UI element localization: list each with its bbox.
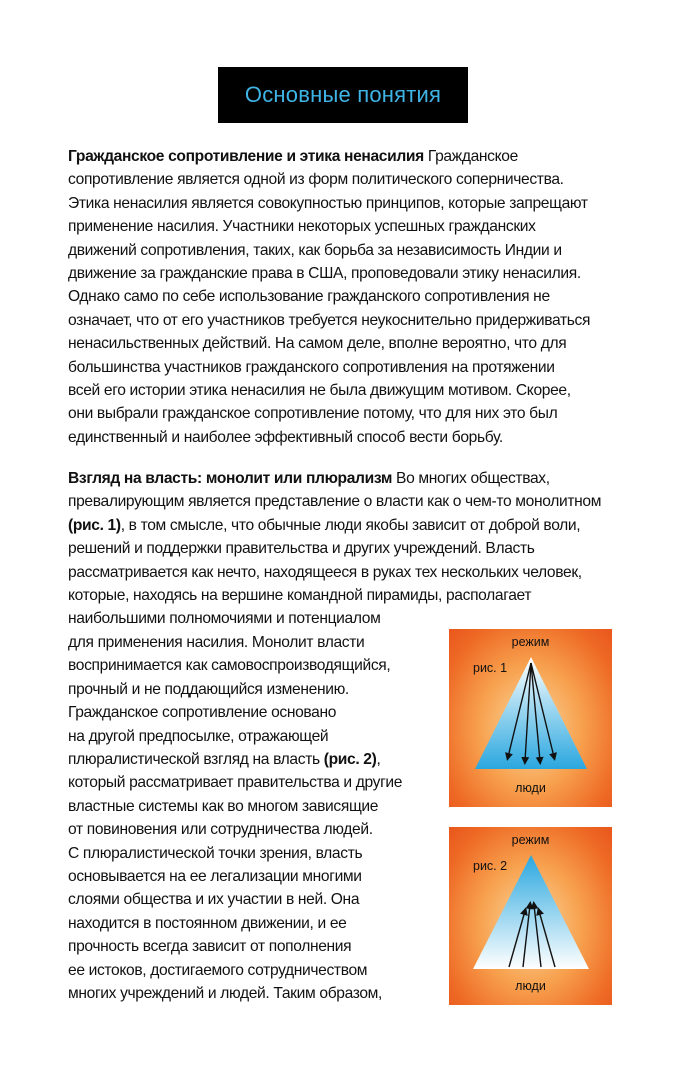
text-line: С плюралистической точки зрения, власть (68, 844, 363, 862)
text-line: слоями общества и их участии в ней. Она (68, 891, 360, 909)
text-line: (рис. 1), в том смысле, что обычные люди якобы зависит от доброй воли, (68, 516, 581, 534)
text-line: для применения насилия. Монолит власти (68, 634, 365, 651)
text-line: большинства участников гражданского сопротивления на протяжении (68, 358, 555, 376)
text-line: который рассматривает правительства и другие (68, 774, 403, 792)
page-title: Основные понятия (244, 82, 442, 107)
section-heading: Взгляд на власть: монолит или плюрализм (68, 470, 393, 487)
text-line: они выбрали гражданское сопротивление потому, что для них это был (68, 405, 558, 423)
section-power-view (68, 467, 628, 631)
regime-label: режим (511, 833, 550, 847)
text-line: плюралистической взгляд на власть (рис. 2), (68, 751, 381, 769)
text-line: прочность всегда зависит от пополнения (68, 938, 352, 956)
text-line: превалирующим является представление о власти как о чем-то монолитном (68, 493, 602, 511)
title-box (218, 67, 468, 123)
figure-pluralism-diagram (449, 827, 612, 1005)
text-line: всей его истории этика ненасилия не была движущим мотивом. Скорее, (68, 382, 571, 400)
section-heading: Гражданское сопротивление и этика ненасилия (68, 148, 424, 165)
people-label: люди (515, 781, 546, 795)
text-line: Однако само по себе использование гражданского сопротивления не (68, 288, 550, 306)
text-line: Гражданское сопротивление и этика ненасилия Гражданское (68, 148, 518, 165)
figure-reference: (рис. 2) (323, 751, 377, 769)
text-line: воспринимается как самовоспроизводящийся, (68, 657, 391, 675)
figure-number: рис. 2 (473, 859, 508, 873)
text-line: находится в постоянном движении, и ее (68, 914, 347, 932)
text-line: основывается на ее легализации многими (68, 868, 362, 886)
text-line: означает, что от его участников требуется неукоснительно придерживаться (68, 311, 591, 329)
text-line: рассматривается как нечто, находящееся в руках тех нескольких человек, (68, 563, 582, 581)
regime-label: режим (511, 635, 550, 649)
figure-reference: (рис. 1) (68, 516, 121, 534)
text-line: властные системы как во многом зависящие (68, 797, 379, 815)
text-line: многих учреждений и людей. Таким образом, (68, 985, 383, 1003)
text-line: которые, находясь на вершине командной пирамиды, располагает (68, 587, 532, 605)
text-line: Этика ненасилия является совокупностью принципов, которые запрещают (68, 194, 588, 212)
section-civil-resistance (68, 145, 628, 449)
text-line: единственный и наиболее эффективный способ вести борьбу. (68, 428, 503, 446)
text-line: движение за гражданские права в США, проповедовали этику ненасилия. (68, 265, 581, 283)
figure-number: рис. 1 (473, 661, 508, 675)
people-label: люди (515, 979, 546, 993)
text-line: применение насилия. Участники некоторых успешных гражданских (68, 218, 536, 236)
text-line: наибольшими полномочиями и потенциалом (68, 610, 381, 628)
figure-monolith-diagram (449, 629, 612, 807)
text-line: сопротивление является одной из форм политического соперничества. (68, 171, 564, 189)
section-power-view-narrow (68, 631, 448, 1006)
text-line: от повиновения или сотрудничества людей. (68, 821, 373, 839)
text-line: прочный и не поддающийся изменению. (68, 680, 349, 698)
text-line: Гражданское сопротивление основано (68, 704, 337, 722)
text-line: ненасильственных действий. На самом деле, вполне вероятно, что для (68, 335, 567, 353)
text-line: ее истоков, достигаемого сотрудничеством (68, 961, 368, 979)
text-line: Взгляд на власть: монолит или плюрализм Во многих обществах, (68, 470, 550, 487)
text-line: на другой предпосылке, отражающей (68, 727, 329, 745)
text-line: движений сопротивления, таких, как борьба за независимость Индии и (68, 241, 562, 259)
text-line: решений и поддержки правительства и других учреждений. Власть (68, 540, 535, 558)
